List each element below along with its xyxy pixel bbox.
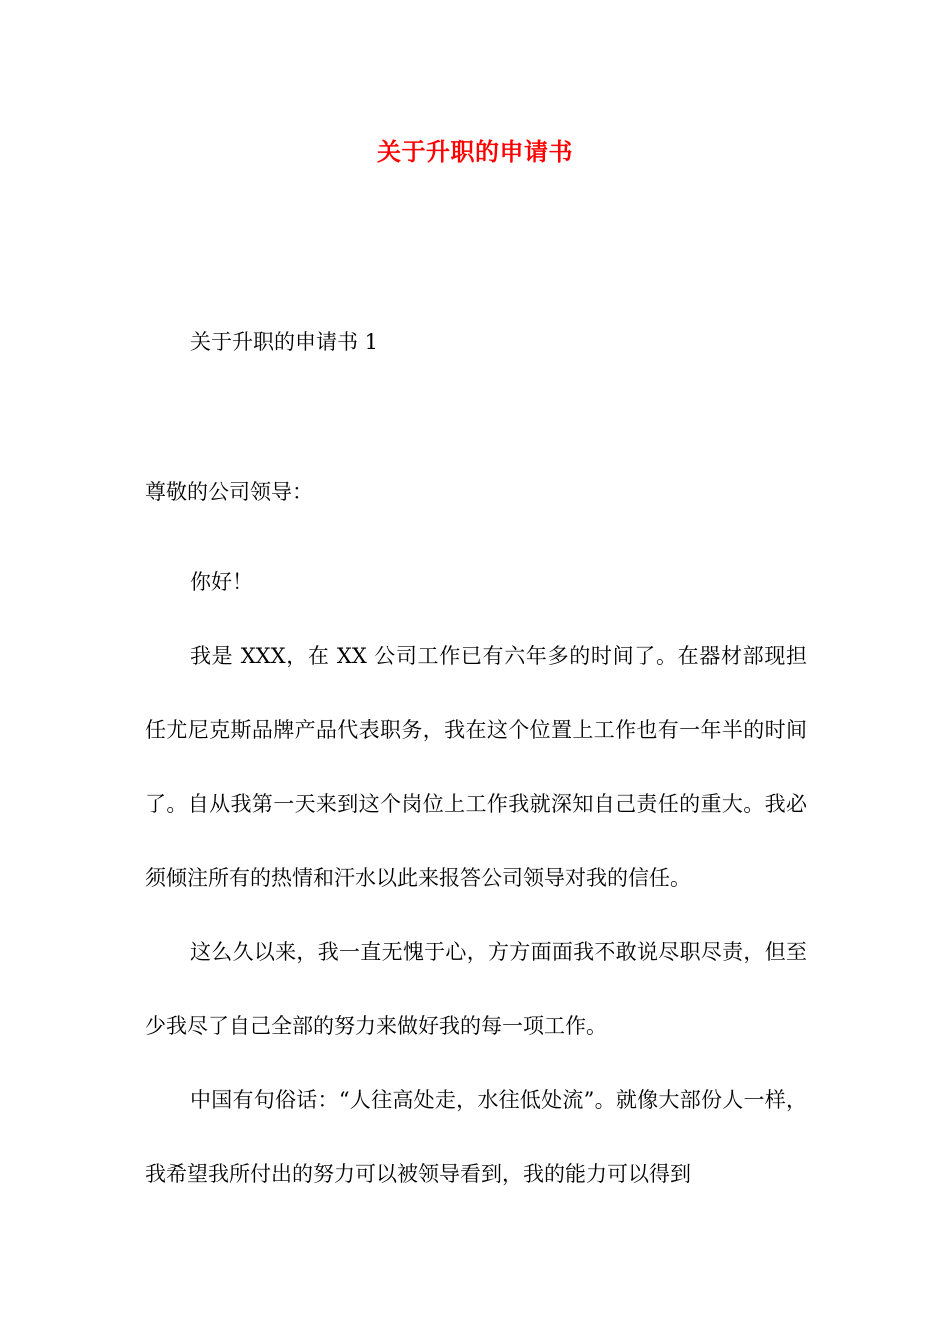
letter-body (145, 545, 807, 1211)
document-title: 关于升职的申请书 (377, 137, 573, 166)
paragraph-greeting: 你好！ (190, 570, 253, 594)
paragraph-effort: 这么久以来，我一直无愧于心，方方面面我不敢说尽职尽责，但至少我尽了自己全部的努力来做好我的每一项工作。 (145, 940, 807, 1038)
paragraph-introduction: 我是 XXX，在 XX 公司工作已有六年多的时间了。在器材部现担任尤尼克斯品牌产品代表职务，我在这个位置上工作也有一年半的时间了。自从我第一天来到这个岗位上工作我就深知自己责任的重大。我必须倾注所有的热情和汗水以此来报答公司领导对我的信任。 (145, 644, 807, 890)
paragraph-aspiration: 中国有句俗话：“人往高处走，水往低处流”。就像大部份人一样，我希望我所付出的努力可以被领导看到，我的能力可以得到 (145, 1088, 807, 1186)
document-subtitle: 关于升职的申请书 1 (190, 330, 379, 354)
salutation: 尊敬的公司领导： (145, 480, 313, 504)
